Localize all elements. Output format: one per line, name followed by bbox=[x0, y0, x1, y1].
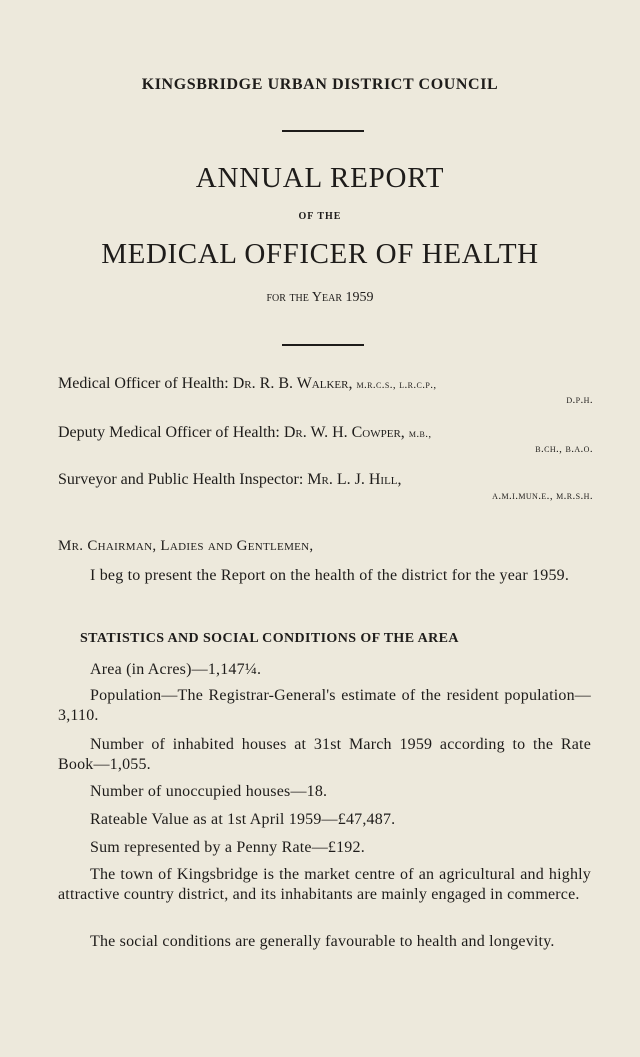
officer-qualifications: m.b., bbox=[408, 428, 432, 440]
stat-population: Population—The Registrar-General's estimate of the resident population—3,110. bbox=[58, 687, 591, 724]
officer-entry-medical bbox=[58, 375, 593, 406]
town-description: The town of Kingsbridge is the market centre of an agricultural and highly attractive country district, and its inhabitants are mainly engaged in commerce. bbox=[58, 866, 591, 903]
divider-rule-bottom bbox=[282, 344, 364, 346]
officer-role: Deputy Medical Officer of Health: bbox=[58, 424, 280, 441]
intro-paragraph: I beg to present the Report on the health of the district for the year 1959. bbox=[90, 567, 570, 584]
social-conditions: The social conditions are generally favourable to health and longevity. bbox=[90, 933, 555, 950]
stat-penny-rate: Sum represented by a Penny Rate—£192. bbox=[90, 839, 365, 856]
officer-qualifications: m.r.c.s., l.r.c.p., bbox=[356, 379, 437, 391]
report-subtitle: MEDICAL OFFICER OF HEALTH bbox=[101, 238, 539, 270]
officer-qualifications-cont: d.p.h. bbox=[566, 394, 593, 406]
officer-qualifications-cont: a.m.i.mun.e., m.r.s.h. bbox=[492, 490, 593, 502]
officer-name: Mr. L. J. Hill, bbox=[307, 471, 402, 488]
officer-qualifications-cont: b.ch., b.a.o. bbox=[535, 443, 593, 455]
officer-name: Dr. R. B. Walker, bbox=[232, 375, 353, 392]
officer-entry-surveyor bbox=[58, 471, 593, 502]
divider-rule-top bbox=[282, 130, 364, 132]
officer-entry-deputy bbox=[58, 424, 593, 455]
section-heading-statistics: STATISTICS AND SOCIAL CONDITIONS OF THE AREA bbox=[80, 631, 459, 646]
report-title: ANNUAL REPORT bbox=[195, 162, 445, 194]
of-the-text: OF THE bbox=[298, 211, 342, 222]
stat-unoccupied-houses: Number of unoccupied houses—18. bbox=[90, 783, 328, 800]
salutation: Mr. Chairman, Ladies and Gentlemen, bbox=[58, 538, 314, 554]
stat-inhabited-houses: Number of inhabited houses at 31st March 1959 according to the Rate Book—1,055. bbox=[58, 736, 591, 773]
stat-area: Area (in Acres)—1,147¼. bbox=[90, 661, 262, 678]
officer-role: Medical Officer of Health: bbox=[58, 375, 229, 392]
council-name: KINGSBRIDGE URBAN DISTRICT COUNCIL bbox=[141, 76, 499, 93]
officer-role: Surveyor and Public Health Inspector: bbox=[58, 471, 304, 488]
report-year: for the Year 1959 bbox=[266, 290, 374, 305]
stat-rateable-value: Rateable Value as at 1st April 1959—£47,487. bbox=[90, 811, 396, 828]
officer-name: Dr. W. H. Cowper, bbox=[283, 424, 405, 441]
